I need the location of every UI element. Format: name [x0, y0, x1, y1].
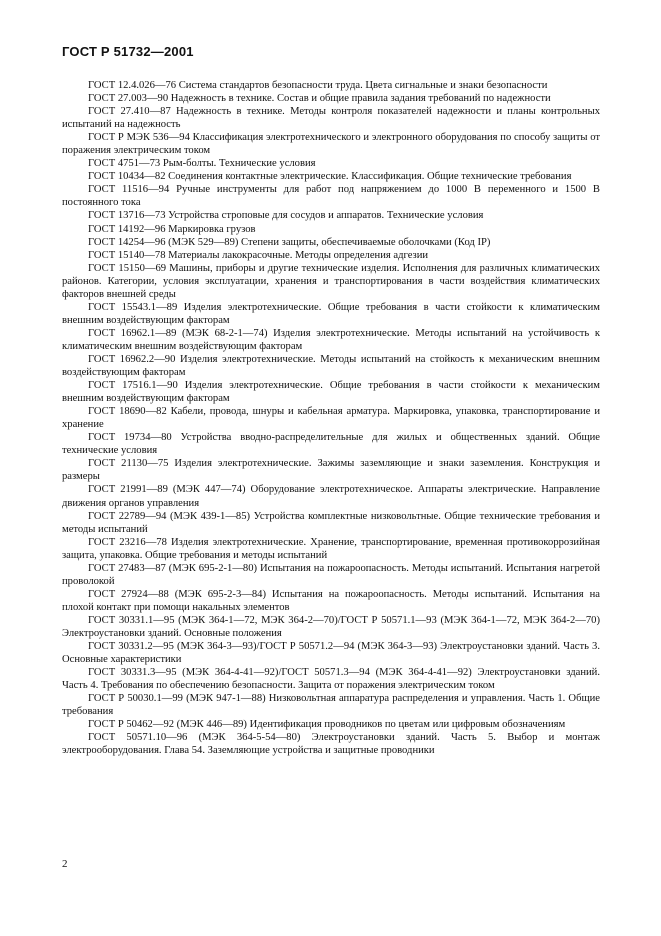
reference-item: ГОСТ 30331.1—95 (МЭК 364-1—72, МЭК 364-2—70)/ГОСТ Р 50571.1—93 (МЭК 364-1—72, МЭК 364-2—70) Электроустановки зданий. Основные положения — [62, 614, 600, 639]
reference-item: ГОСТ 22789—94 (МЭК 439-1—85) Устройства комплектные низковольтные. Общие технические требования и методы испытаний — [62, 510, 600, 535]
normative-references-list — [62, 79, 600, 757]
reference-item: ГОСТ 12.4.026—76 Система стандартов безопасности труда. Цвета сигнальные и знаки безопасности — [88, 80, 548, 91]
reference-item: ГОСТ 14254—96 (МЭК 529—89) Степени защиты, обеспечиваемые оболочками (Код IP) — [88, 236, 491, 248]
reference-item: ГОСТ Р 50462—92 (МЭК 446—89) Идентификация проводников по цветам или цифровым обозначениям — [88, 719, 566, 731]
reference-item: ГОСТ 27.410—87 Надежность в технике. Методы контроля показателей надежности и планы контрольных испытаний на надежность — [62, 106, 600, 131]
reference-item: ГОСТ 10434—82 Соединения контактные электрические. Классификация. Общие технические требования — [88, 171, 572, 183]
reference-item: ГОСТ 14192—96 Маркировка грузов — [88, 223, 256, 235]
reference-item: ГОСТ 21130—75 Изделия электротехнические. Зажимы заземляющие и знаки заземления. Конструкция и размеры — [62, 458, 600, 483]
reference-item: ГОСТ 19734—80 Устройства вводно-распределительные для жилых и общественных зданий. Общие технические условия — [62, 432, 600, 457]
reference-item: ГОСТ 11516—94 Ручные инструменты для работ под напряжением до 1000 В переменного и 1500 В постоянного тока — [62, 184, 600, 209]
reference-item: ГОСТ Р МЭК 536—94 Классификация электротехнического и электронного оборудования по способу защиты от поражения электрическим током — [62, 132, 600, 157]
reference-item: ГОСТ 15150—69 Машины, приборы и другие технические изделия. Исполнения для различных климатических районов. Категории, условия эксплуатации, хранения и транспортирования в части воздействия климатических факторов внешней среды — [62, 262, 600, 300]
page-number: 2 — [62, 858, 68, 870]
reference-item: ГОСТ 23216—78 Изделия электротехнические. Хранение, транспортирование, временная противокоррозийная защита, упаковка. Общие требования и методы испытаний — [62, 536, 600, 561]
reference-item: ГОСТ 18690—82 Кабели, провода, шнуры и кабельная арматура. Маркировка, упаковка, транспортирование и хранение — [62, 406, 600, 431]
reference-item: ГОСТ 4751—73 Рым-болты. Технические условия — [88, 158, 316, 170]
reference-item: ГОСТ 21991—89 (МЭК 447—74) Оборудование электротехническое. Аппараты электрические. Направление движения органов управления — [62, 484, 600, 509]
reference-item: ГОСТ Р 50030.1—99 (МЭК 947-1—88) Низковольтная аппаратура распределения и управления. Часть 1. Общие требования — [62, 693, 600, 718]
reference-item: ГОСТ 15543.1—89 Изделия электротехнические. Общие требования в части стойкости к климатическим внешним воздействующим факторам — [62, 301, 600, 326]
reference-item: ГОСТ 15140—78 Материалы лакокрасочные. Методы определения адгезии — [88, 249, 429, 261]
reference-item: ГОСТ 17516.1—90 Изделия электротехнические. Общие требования в части стойкости к механическим внешним воздействующим факторам — [62, 380, 600, 405]
reference-item: ГОСТ 27483—87 (МЭК 695-2-1—80) Испытания на пожароопасность. Методы испытаний. Испытания нагретой проволокой — [62, 562, 600, 587]
reference-item: ГОСТ 30331.2—95 (МЭК 364-3—93)/ГОСТ Р 50571.2—94 (МЭК 364-3—93) Электроустановки зданий. Часть 3. Основные характеристики — [62, 641, 600, 666]
standard-code-header: ГОСТ Р 51732—2001 — [62, 44, 194, 59]
reference-item: ГОСТ 16962.2—90 Изделия электротехнические. Методы испытаний на стойкость к механическим внешним воздействующим факторам — [62, 353, 600, 379]
reference-item: ГОСТ 13716—73 Устройства строповые для сосудов и аппаратов. Технические условия — [88, 210, 484, 222]
reference-item: ГОСТ 16962.1—89 (МЭК 68-2-1—74) Изделия электротехнические. Методы испытаний на устойчивость к климатическим внешним воздействующим факторам — [62, 327, 600, 352]
reference-item: ГОСТ 27924—88 (МЭК 695-2-3—84) Испытания на пожароопасность. Методы испытаний. Испытания на плохой контакт при помощи накальных элементов — [62, 588, 600, 613]
reference-item: ГОСТ 30331.3—95 (МЭК 364-4-41—92)/ГОСТ 50571.3—94 (МЭК 364-4-41—92) Электроустановки зданий. Часть 4. Требования по обеспечению безопасности. Защита от поражения электрическим током — [62, 667, 600, 692]
reference-item: ГОСТ 50571.10—96 (МЭК 364-5-54—80) Электроустановки зданий. Часть 5. Выбор и монтаж электрооборудования. Глава 54. Заземляющие устройства и защитные проводники — [62, 732, 600, 757]
reference-item: ГОСТ 27.003—90 Надежность в технике. Состав и общие правила задания требований по надежности — [88, 93, 551, 105]
